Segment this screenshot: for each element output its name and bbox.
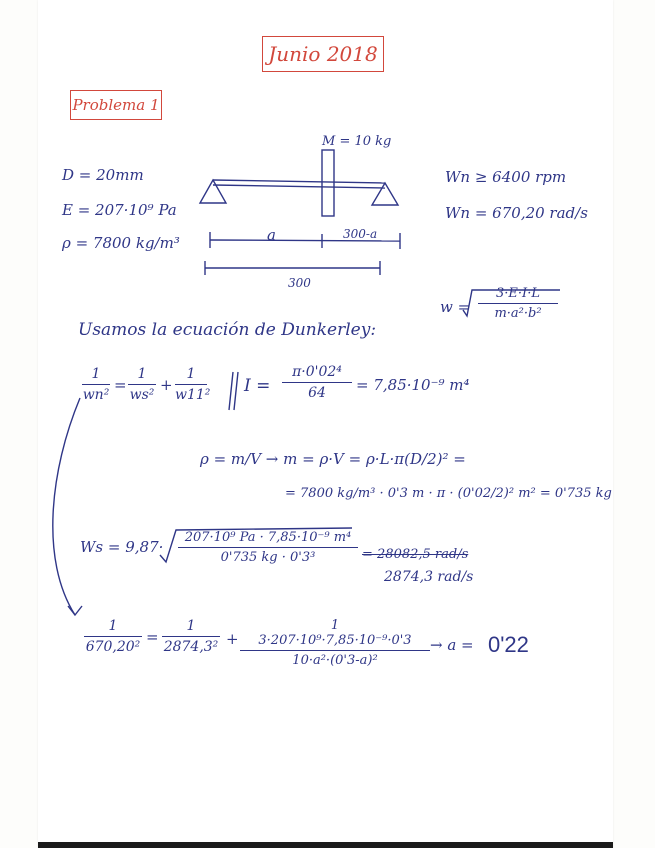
rayleigh-lhs: w =: [440, 298, 471, 316]
final-lhs: 1 670,20²: [85, 618, 141, 655]
diameter-value: D = 20mm: [62, 166, 144, 184]
dunkerley-lhs: 1 wn²: [82, 366, 110, 403]
dim-total-label: 300: [288, 276, 311, 290]
ws-lhs: Ws = 9,87·: [80, 538, 164, 556]
inertia-result: = 7,85·10⁻⁹ m⁴: [356, 376, 470, 394]
final-arrow: → a =: [430, 636, 474, 654]
method-text: Usamos la ecuación de Dunkerley:: [78, 320, 377, 340]
mass-label: M = 10 kg: [322, 134, 392, 149]
final-equals: =: [146, 628, 159, 646]
mass-eq-line1: ρ = m/V → m = ρ·V = ρ·L·π(D/2)² =: [200, 450, 466, 468]
ws-result: 2874,3 rad/s: [384, 569, 474, 585]
density-value: ρ = 7800 kg/m³: [62, 234, 180, 252]
inertia-fraction: π·0'02⁴ 64: [282, 364, 352, 401]
speed-rad: Wn = 670,20 rad/s: [445, 204, 588, 222]
beam-line: [213, 180, 385, 183]
dim-a-label: a: [267, 226, 276, 244]
plus-sign: +: [160, 376, 173, 394]
right-support: [372, 183, 398, 205]
final-plus: +: [226, 630, 239, 648]
equals-sign: =: [114, 376, 127, 394]
dunkerley-w11: 1 w11²: [175, 366, 211, 403]
ws-crossed-result: = 28082,5 rad/s: [362, 547, 469, 562]
inertia-lhs: I =: [244, 376, 271, 396]
problem-label: Problema 1: [70, 90, 162, 120]
left-support: [200, 180, 226, 203]
connector-arrow: [53, 398, 80, 615]
final-answer: 0'22: [488, 632, 529, 657]
modulus-value: E = 207·10⁹ Pa: [62, 201, 177, 219]
ws-fraction: 207·10⁹ Pa · 7,85·10⁻⁹ m⁴ 0'735 kg · 0'3³: [178, 530, 358, 565]
page-title: Junio 2018: [262, 36, 384, 72]
dunkerley-ws: 1 ws²: [129, 366, 155, 403]
rayleigh-fraction: 3·E·I·L m·a²·b²: [478, 286, 558, 321]
final-right: 1 3·207·10⁹·7,85·10⁻⁹·0'3 10·a²·(0'3-a)²: [240, 618, 430, 668]
mass-eq-line2: = 7800 kg/m³ · 0'3 m · π · (0'02/2)² m² = 0'735 kg: [285, 486, 612, 501]
mass-block: [322, 150, 334, 216]
speed-rpm: Wn ≥ 6400 rpm: [445, 168, 567, 186]
dim-rest-label: 300-a: [343, 227, 378, 241]
final-mid: 1 2874,3²: [163, 618, 219, 655]
